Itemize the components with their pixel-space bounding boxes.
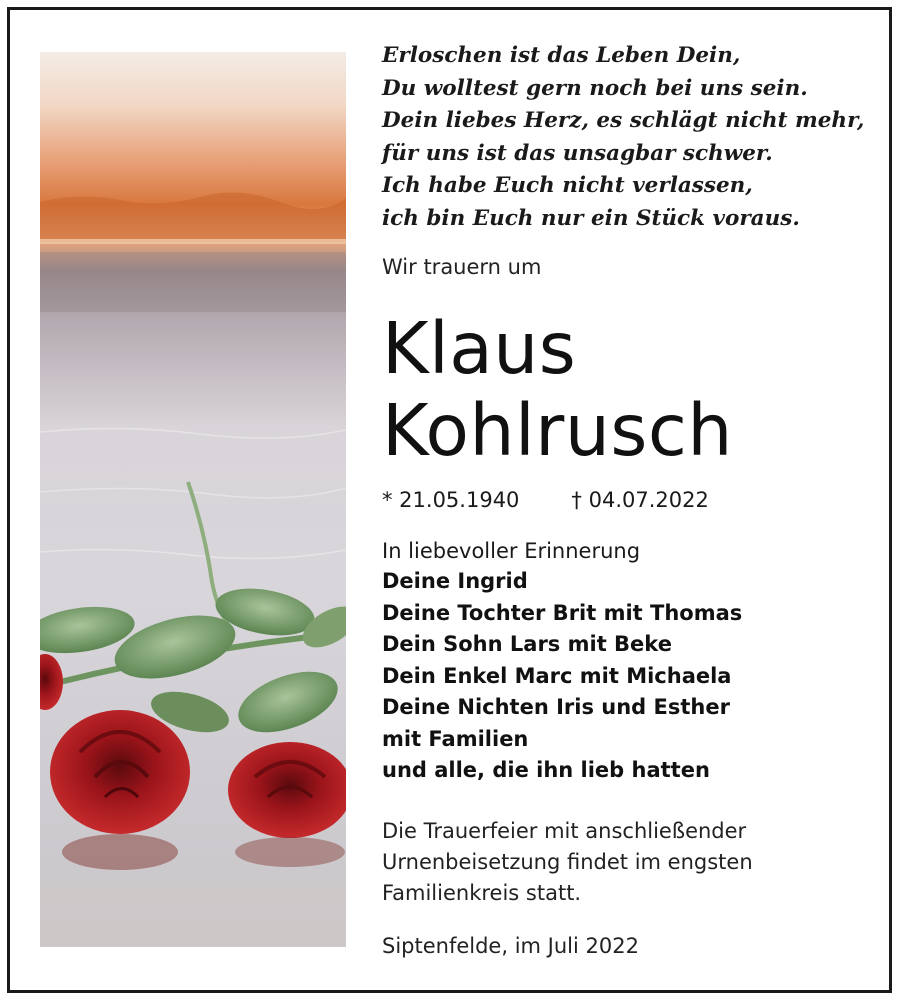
poem-line: Du wolltest gern noch bei uns sein.	[382, 75, 808, 101]
mourner: Deine Tochter Brit mit Thomas	[382, 600, 743, 625]
mourner: Deine Nichten Iris und Esther	[382, 695, 730, 719]
mourners-list	[382, 566, 742, 787]
poem-line: Erloschen ist das Leben Dein,	[382, 43, 741, 68]
birth-date: * 21.05.1940	[382, 488, 520, 512]
place-and-date: Siptenfelde, im Juli 2022	[382, 934, 639, 958]
ceremony-line: Urnenbeisetzung findet im engsten	[382, 850, 753, 874]
memory-line: In liebevoller Erinnerung	[382, 539, 641, 563]
poem-line: Dein liebes Herz, es schlägt nicht mehr,	[382, 108, 865, 133]
deceased-name	[382, 308, 733, 472]
mourner: mit Familien	[382, 726, 529, 751]
poem-line: ich bin Euch nur ein Stück voraus.	[382, 205, 800, 231]
ceremony-line: Familienkreis statt.	[382, 881, 582, 905]
mourning-intro: Wir trauern um	[382, 255, 542, 279]
life-dates	[382, 486, 709, 514]
ceremony-note	[382, 816, 753, 909]
mourner: Dein Sohn Lars mit Beke	[382, 632, 672, 656]
mourner: und alle, die ihn lieb hatten	[382, 758, 710, 782]
ceremony-line: Die Trauerfeier mit anschließender	[382, 819, 747, 843]
poem-line: Ich habe Euch nicht verlassen,	[382, 173, 753, 198]
death-date: † 04.07.2022	[571, 488, 709, 512]
mourner: Dein Enkel Marc mit Michaela	[382, 663, 732, 688]
first-name: Klaus	[382, 307, 577, 390]
poem-line: für uns ist das unsagbar schwer.	[382, 140, 773, 166]
mourner: Deine Ingrid	[382, 569, 528, 593]
roses-on-water-photo	[40, 52, 346, 947]
memorial-poem	[382, 40, 865, 235]
last-name: Kohlrusch	[382, 389, 733, 472]
